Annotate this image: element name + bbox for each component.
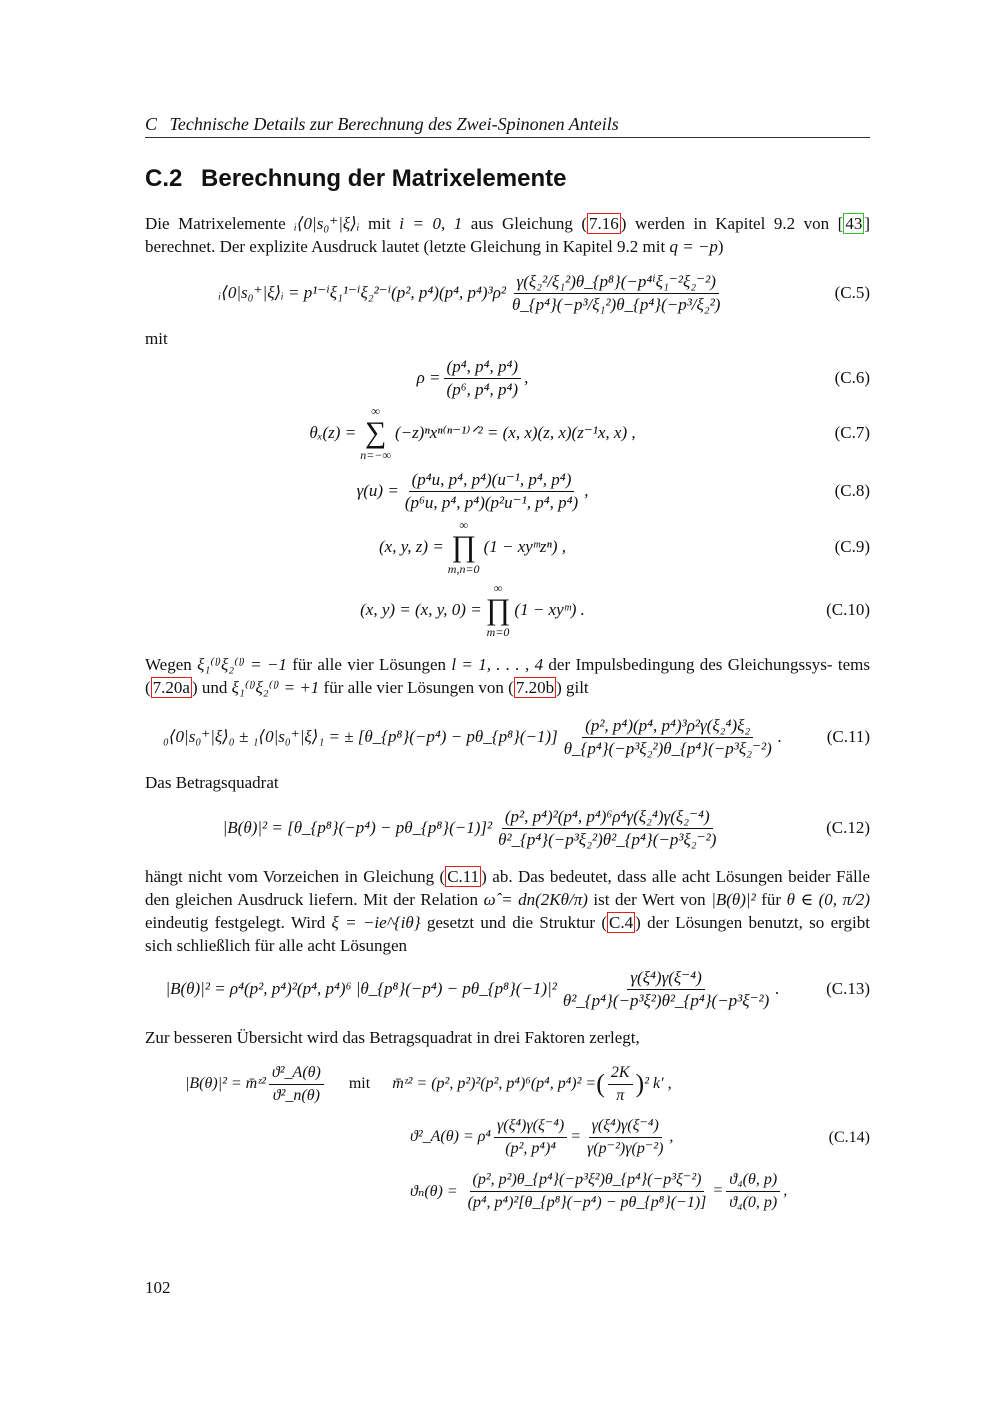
- numerator: (p⁴u, p⁴, p⁴)(u⁻¹, p⁴, p⁴): [409, 470, 575, 492]
- denominator: (p⁶u, p⁴, p⁴)(p²u⁻¹, p⁴, p⁴): [404, 492, 579, 512]
- numerator: (p², p⁴)(p⁴, p⁴)³ρ²γ(ξ₂⁴)ξ₂: [582, 716, 753, 738]
- page-number: 102: [145, 1278, 171, 1297]
- eq-lhs: |B(θ)|² = [θ_{p⁸}(−p⁴) − pθ_{p⁸}(−1)]²: [222, 818, 493, 837]
- c14-row-1: |B(θ)|² = m̄ᶻ² $\frac{\text{ϑ²\_A(θ)}}{\text{ϑ²\_n(θ)}}$ mit m̄ᶻ² = (p², p²)²(p², p⁴)⁶(p⁴, p⁴)² = ( $\frac{2K}{\pi}$ ) ² k′ ,: [185, 1063, 672, 1104]
- upper-limit: ∞: [493, 581, 503, 595]
- equals: =: [712, 1182, 724, 1199]
- eq-tail: .: [775, 979, 780, 998]
- math-inline: q = −p: [669, 237, 718, 256]
- row-lhs: ϑ²_A(θ) =: [410, 1128, 474, 1145]
- text: eindeutig festgelegt. Wird: [145, 913, 332, 932]
- equation-label: (C.11): [826, 727, 870, 746]
- eq-tail: ,: [524, 368, 529, 387]
- denominator: γ(p⁻²)γ(p⁻²): [586, 1139, 664, 1157]
- denominator: (p⁴, p⁴)²[θ_{p⁸}(−p⁴) − pθ_{p⁸}(−1)]: [467, 1193, 707, 1211]
- numerator: (p⁴, p⁴, p⁴): [444, 357, 522, 379]
- equation-c13: [145, 963, 870, 1015]
- equation-label: (C.13): [826, 979, 870, 998]
- numerator: γ(ξ₂²/ξ₁²)θ_{p⁸}(−p⁴ⁱξ₁⁻²ξ₂⁻²): [514, 272, 719, 294]
- fraction: [269, 1063, 324, 1106]
- equation-label: (C.5): [834, 283, 870, 302]
- row-rhs: (p², p²)²(p², p⁴)⁶(p⁴, p⁴)² =: [431, 1075, 597, 1092]
- equation-c10: [145, 580, 870, 640]
- sum-symbol: ∑: [364, 416, 387, 449]
- upper-limit: ∞: [459, 518, 468, 532]
- product-operator: [448, 518, 480, 576]
- text: gesetzt und die Struktur: [420, 913, 602, 932]
- math-inline: ξ = −ie^{iθ}: [331, 913, 421, 932]
- paragraph-zur: Zur besseren Übersicht wird das Betragsquadrat in drei Faktoren zerlegt,: [145, 1028, 640, 1047]
- math-inline: ξ₁⁽ˡ⁾ξ₂⁽ˡ⁾ = −1: [197, 655, 287, 674]
- equation-label: (C.6): [834, 368, 870, 387]
- fraction: [726, 1170, 780, 1213]
- c14-row-3: [185, 1164, 800, 1218]
- numerator: 2K: [608, 1063, 633, 1085]
- numerator: γ(ξ⁴)γ(ξ⁻⁴): [494, 1116, 567, 1138]
- equation-link[interactable]: 7.16: [589, 214, 619, 233]
- equation-label: (C.14): [828, 1129, 870, 1146]
- equation-c7: [145, 404, 870, 462]
- citation-link[interactable]: 43: [845, 214, 863, 233]
- mit-word: mit: [348, 1075, 371, 1092]
- text: und: [197, 678, 232, 697]
- equation-label: (C.8): [834, 481, 870, 500]
- denominator: θ²_{p⁴}(−p³ξ²)θ²_{p⁴}(−p³ξ⁻²): [562, 990, 770, 1010]
- text: für alle vier Lösungen: [286, 655, 452, 674]
- section-number: C.2: [145, 165, 183, 192]
- eq-lhs: γ(u) =: [356, 481, 399, 500]
- fraction: [465, 1170, 710, 1213]
- fraction: [560, 968, 772, 1011]
- denominator: θ²_{p⁴}(−p³ξ₂²)θ²_{p⁴}(−p³ξ₂⁻²): [498, 829, 717, 849]
- equation-c12: [145, 802, 870, 854]
- mit-text: mit: [145, 329, 168, 348]
- equation-label: (C.7): [834, 423, 870, 442]
- denominator: ϑ²_n(θ): [272, 1086, 320, 1104]
- intro-paragraph: Die Matrixelemente ᵢ⟨0|s₀⁺|ξ⟩ᵢ mit i = 0, 1 aus Gleichung ( 7.16 ) werden in Kapitel 9.2 von [ 43 ] berechnet. Der explizite Ausdruck lautet (letzte Gleichung in Kapitel 9.2 mit q = −p): [145, 214, 870, 256]
- numerator: ϑ₄(θ, p): [726, 1170, 780, 1192]
- equation-c5: [145, 268, 870, 318]
- denominator: θ_{p⁴}(−p³ξ₂²)θ_{p⁴}(−p³ξ₂⁻²): [563, 738, 772, 758]
- text: für: [755, 890, 787, 909]
- math-inline: |B(θ)|²: [711, 890, 756, 909]
- eq-lhs: |B(θ)|² = m̄ᶻ²: [185, 1075, 266, 1092]
- numerator: ϑ²_A(θ): [269, 1063, 324, 1085]
- equation-label: (C.10): [826, 600, 870, 619]
- paragraph-haengt: hängt nicht vom Vorzeichen in Gleichung ( C.11 ) ab. Das bedeutet, dass alle acht Lösungen beider Fälle den gleichen Ausdruck liefern. Mit der Relation ω̂ = dn(2Kθ/π) ist der Wert von |B(θ)|² für θ ∈ (0, π/2) eindeutig festgelegt. Wird ξ = −ie^{iθ} gesetzt und die Struktur ( C.4 ) der Lösungen benutzt, so ergibt sich schließlich für alle acht Lösungen: [145, 867, 870, 955]
- running-header: [145, 113, 870, 138]
- eq-lhs: |B(θ)|² = ρ⁴(p², p⁴)²(p⁴, p⁴)⁶ |θ_{p⁸}(−p⁴) − pθ_{p⁸}(−1)|²: [165, 979, 557, 998]
- equation-link[interactable]: C.4: [609, 913, 634, 932]
- fraction: [495, 807, 719, 850]
- lower-limit: m=0: [486, 625, 510, 639]
- fraction: [509, 272, 724, 315]
- eq-rhs: (1 − xyᵐ) .: [514, 600, 585, 619]
- chapter-letter: C: [145, 114, 158, 134]
- equation-c11: [145, 712, 870, 762]
- lower-limit: n=−∞: [360, 448, 391, 462]
- math-inline: l = 1, . . . , 4: [451, 655, 544, 674]
- math-inline: θ ∈ (0, π/2): [786, 890, 870, 909]
- section-title: Berechnung der Matrixelemente: [201, 165, 567, 192]
- eq-lhs: θₓ(z) =: [309, 423, 357, 442]
- eq-tail: ,: [584, 481, 589, 500]
- sum-operator: [360, 404, 391, 462]
- equals: =: [570, 1128, 581, 1145]
- eq-lhs: ₀⟨0|s₀⁺|ξ⟩₀ ± ₁⟨0|s₀⁺|ξ⟩₁ = ± [θ_{p⁸}(−p⁴) − pθ_{p⁸}(−1)]: [162, 727, 558, 746]
- eq-lhs: (x, y, z) =: [378, 537, 444, 556]
- text: tems: [837, 655, 871, 674]
- numerator: (p², p⁴)²(p⁴, p⁴)⁶ρ⁴γ(ξ₂⁴)γ(ξ₂⁻⁴): [502, 807, 713, 829]
- eq-lhs: ρ =: [416, 368, 441, 387]
- eq-lhs: ᵢ⟨0|s₀⁺|ξ⟩ᵢ = p¹⁻ⁱξ₁¹⁻ⁱξ₂²⁻ⁱ(p², p⁴)(p⁴, p⁴)³ρ²: [218, 283, 506, 302]
- equation-link[interactable]: 7.20b: [515, 678, 555, 697]
- equation-label: (C.9): [834, 537, 870, 556]
- eq-rhs: (−z)ⁿxⁿ⁽ⁿ⁻¹⁾ᐟ² = (x, x)(z, x)(z⁻¹x, x) ,: [394, 423, 636, 442]
- math-inline: ω̂ = dn(2Kθ/π): [483, 890, 588, 909]
- equation-c8: [145, 466, 870, 516]
- section-heading: [145, 165, 566, 193]
- math-inline: i = 0, 1: [399, 214, 463, 233]
- fraction: [402, 470, 581, 513]
- upper-limit: ∞: [371, 404, 380, 418]
- denominator: (p⁶, p⁴, p⁴): [446, 379, 519, 399]
- fraction: [444, 357, 522, 400]
- text: für alle vier Lösungen von: [319, 678, 509, 697]
- fraction: [584, 1116, 666, 1159]
- text: der Lösungen benutzt, so ergibt sich schließlich für alle acht Lösungen: [145, 913, 870, 955]
- row-lhs: ϑₙ(θ) =: [410, 1183, 458, 1200]
- text: hängt nicht vom Vorzeichen in Gleichung: [145, 867, 440, 886]
- text: ist der Wert von: [587, 890, 712, 909]
- numerator: γ(ξ⁴)γ(ξ⁻⁴): [589, 1116, 662, 1138]
- numerator: (p², p²)θ_{p⁴}(−p³ξ²)θ_{p⁴}(−p³ξ⁻²): [470, 1170, 705, 1192]
- denominator: θ_{p⁴}(−p³/ξ₁²)θ_{p⁴}(−p³/ξ₂²): [511, 294, 721, 314]
- text: ): [717, 237, 724, 256]
- row-tail: ² k′ ,: [644, 1075, 672, 1092]
- text: werden in Kapitel 9.2 von: [626, 214, 838, 233]
- row-pre: ρ⁴: [477, 1128, 491, 1145]
- eq-tail: .: [777, 727, 782, 746]
- betrag-text: Das Betragsquadrat: [145, 773, 279, 792]
- text: Wegen: [145, 655, 198, 674]
- equation-c14: [145, 1058, 870, 1218]
- fraction: [561, 716, 775, 759]
- denominator: ϑ₄(0, p): [729, 1193, 778, 1211]
- eq-rhs: (1 − xyᵐzⁿ) ,: [483, 537, 567, 556]
- row-tail: ,: [783, 1182, 788, 1199]
- math-inline: ᵢ⟨0|s₀⁺|ξ⟩ᵢ: [294, 214, 360, 233]
- chapter-title: Technische Details zur Berechnung des Zwei-Spinonen Anteils: [169, 114, 619, 134]
- denominator: (p², p⁴)⁴: [505, 1139, 556, 1157]
- equation-link[interactable]: 7.20a: [152, 678, 190, 697]
- text: ab. Das bedeutet, dass alle acht Lösungen beider Fälle den gleichen Ausdruck liefern. Mit der Relation: [145, 867, 870, 909]
- numerator: γ(ξ⁴)γ(ξ⁻⁴): [627, 968, 704, 990]
- text: gilt: [561, 678, 589, 697]
- text: berechnet. Der explizite Ausdruck lautet (letzte Gleichung in Kapitel 9.2 mit: [145, 237, 670, 256]
- fraction: [494, 1116, 567, 1159]
- product-symbol: ∏: [451, 530, 477, 563]
- equation-link[interactable]: C.11: [447, 867, 480, 886]
- equation-c9: [145, 518, 870, 576]
- lower-limit: m,n=0: [447, 562, 480, 576]
- fraction: [608, 1063, 633, 1106]
- text: mit: [359, 214, 400, 233]
- equation-c6: [145, 355, 870, 401]
- text: der Impulsbedingung des Gleichungssys-: [543, 655, 833, 674]
- row-tail: ,: [669, 1128, 674, 1145]
- product-operator: [486, 581, 511, 639]
- math-inline: ξ₁⁽ˡ⁾ξ₂⁽ˡ⁾ = +1: [231, 678, 320, 697]
- text: aus Gleichung: [462, 214, 582, 233]
- row-lhs: m̄ᶻ² =: [392, 1075, 428, 1092]
- eq-lhs: (x, y) = (x, y, 0) =: [360, 600, 482, 619]
- product-symbol: ∏: [485, 593, 511, 626]
- paragraph-wegen: Wegen ξ₁⁽ˡ⁾ξ₂⁽ˡ⁾ = −1 für alle vier Lösungen l = 1, . . . , 4 der Impulsbedingung des Gleichungssys- tems ( 7.20a ) und ξ₁⁽ˡ⁾ξ₂⁽ˡ⁾ = +1 für alle vier Lösungen von ( 7.20b ) gilt: [145, 655, 871, 697]
- text: Die Matrixelemente: [145, 214, 295, 233]
- c14-row-2: [185, 1110, 800, 1164]
- equation-label: (C.12): [826, 818, 870, 837]
- denominator: π: [616, 1086, 625, 1104]
